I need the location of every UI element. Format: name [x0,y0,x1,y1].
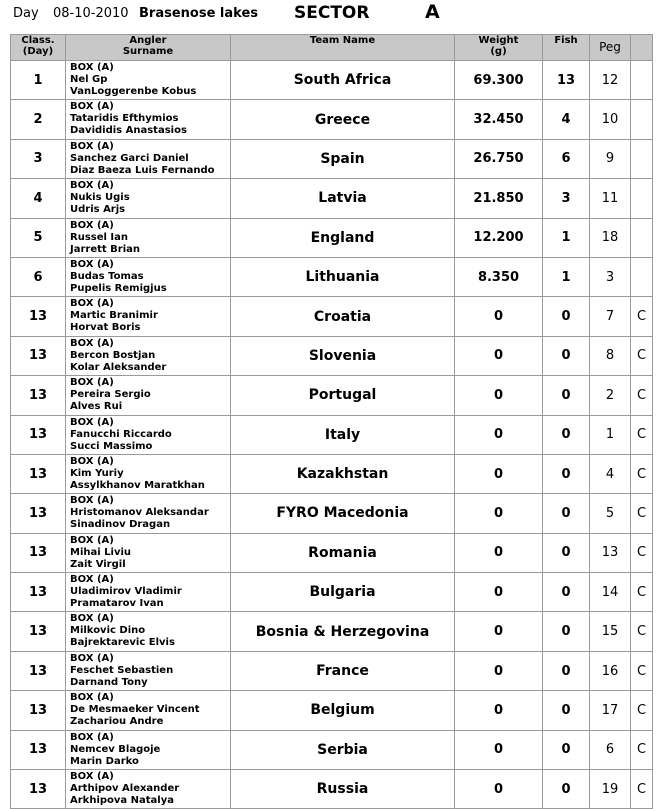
angler-1: Budas Tomas [70,270,144,282]
fish-cell: 0 [543,336,590,375]
header-row [11,35,653,61]
peg-cell: 11 [590,179,631,218]
angler-1: Kim Yuriy [70,467,124,479]
fish-cell: 3 [543,179,590,218]
angler-2: Alves Rui [70,401,123,413]
mark-cell: C [631,770,653,809]
team-cell: Latvia [231,179,455,218]
class-cell: 13 [11,533,66,572]
table-row [11,218,653,257]
angler-cell [66,376,231,415]
box-label: BOX (A) [70,652,114,664]
mark-cell: C [631,651,653,690]
angler-1: Hristomanov Aleksandar [70,507,209,519]
peg-cell: 14 [590,573,631,612]
peg-cell: 4 [590,454,631,493]
table-row [11,533,653,572]
angler-2: Pupelis Remigjus [70,282,167,294]
peg-cell: 8 [590,336,631,375]
angler-2: Kolar Aleksander [70,361,167,373]
angler-2: Arkhipova Natalya [70,795,174,807]
angler-cell [66,533,231,572]
box-label: BOX (A) [70,416,114,428]
peg-cell: 19 [590,770,631,809]
fish-cell: 0 [543,454,590,493]
fish-cell: 0 [543,651,590,690]
angler-2: Succi Massimo [70,440,153,452]
weight-cell: 21.850 [455,179,543,218]
angler-2: Zait Virgil [70,558,126,570]
team-cell: Kazakhstan [231,454,455,493]
mark-cell: C [631,573,653,612]
angler-1: Tataridis Efthymios [70,113,179,125]
table-row [11,770,653,809]
weight-cell: 0 [455,573,543,612]
class-cell: 5 [11,218,66,257]
team-cell: Greece [231,100,455,139]
weight-cell: 0 [455,297,543,336]
weight-cell: 0 [455,691,543,730]
col-peg: Peg [590,35,631,61]
mark-cell [631,139,653,178]
weight-cell: 0 [455,651,543,690]
box-label: BOX (A) [70,574,114,586]
team-cell: Bulgaria [231,573,455,612]
box-label: BOX (A) [70,219,114,231]
peg-cell: 3 [590,257,631,296]
weight-cell: 0 [455,730,543,769]
peg-cell: 16 [590,651,631,690]
box-label: BOX (A) [70,692,114,704]
table-row [11,573,653,612]
class-cell: 13 [11,376,66,415]
peg-cell: 18 [590,218,631,257]
angler-1: Fanucchi Riccardo [70,428,172,440]
box-label: BOX (A) [70,455,114,467]
weight-cell: 69.300 [455,61,543,100]
angler-cell [66,770,231,809]
box-label: BOX (A) [70,337,114,349]
angler-cell [66,730,231,769]
box-label: BOX (A) [70,258,114,270]
team-cell: Slovenia [231,336,455,375]
class-cell: 13 [11,612,66,651]
team-cell: Russia [231,770,455,809]
table-row [11,336,653,375]
team-cell: England [231,218,455,257]
table-row [11,179,653,218]
mark-cell: C [631,612,653,651]
table-row [11,730,653,769]
peg-cell: 13 [590,533,631,572]
angler-cell [66,336,231,375]
weight-cell: 0 [455,415,543,454]
angler-2: Pramatarov Ivan [70,598,164,610]
box-label: BOX (A) [70,180,114,192]
mark-cell: C [631,336,653,375]
angler-cell [66,297,231,336]
peg-cell: 17 [590,691,631,730]
fish-cell: 0 [543,494,590,533]
team-cell: Romania [231,533,455,572]
fish-cell: 6 [543,139,590,178]
class-cell: 6 [11,257,66,296]
sector-value: A [425,1,440,23]
mark-cell: C [631,494,653,533]
date: 08-10-2010 [53,6,129,21]
box-label: BOX (A) [70,731,114,743]
class-cell: 13 [11,770,66,809]
table-row [11,297,653,336]
angler-2: Sinadinov Dragan [70,519,171,531]
weight-cell: 0 [455,494,543,533]
table-row [11,139,653,178]
angler-2: VanLoggerenbe Kobus [70,86,197,97]
box-label: BOX (A) [70,62,114,73]
class-cell: 13 [11,730,66,769]
weight-cell: 8.350 [455,257,543,296]
angler-2: Bajrektarevic Elvis [70,637,175,649]
angler-1: Nemcev Blagoje [70,743,161,755]
peg-cell: 6 [590,730,631,769]
mark-cell: C [631,730,653,769]
angler-2: Diaz Baeza Luis Fernando [70,164,215,176]
results-table [10,34,653,809]
angler-2: Zachariou Andre [70,716,164,728]
class-cell: 13 [11,573,66,612]
weight-cell: 0 [455,533,543,572]
angler-cell [66,573,231,612]
box-label: BOX (A) [70,495,114,507]
angler-cell [66,179,231,218]
fish-cell: 1 [543,257,590,296]
mark-cell: C [631,533,653,572]
team-cell: Italy [231,415,455,454]
weight-cell: 26.750 [455,139,543,178]
box-label: BOX (A) [70,771,114,783]
col-weight: Weight (g) [455,35,543,61]
col-fish: Fish [543,35,590,61]
fish-cell: 0 [543,297,590,336]
venue: Brasenose lakes [139,6,258,21]
angler-2: Udris Arjs [70,204,126,216]
fish-cell: 0 [543,612,590,651]
angler-1: Uladimirov Vladimir [70,586,182,598]
table-row [11,61,653,100]
angler-1: Nukis Ugis [70,192,130,204]
angler-2: Darnand Tony [70,676,148,688]
box-label: BOX (A) [70,377,114,389]
day-label: Day [13,6,39,21]
mark-cell [631,179,653,218]
box-label: BOX (A) [70,613,114,625]
team-cell: Serbia [231,730,455,769]
angler-cell [66,139,231,178]
class-cell: 13 [11,691,66,730]
angler-2: Davididis Anastasios [70,125,187,137]
angler-1: Sanchez Garci Daniel [70,152,189,164]
col-class: Class. (Day) [11,35,66,61]
weight-cell: 0 [455,376,543,415]
fish-cell: 0 [543,376,590,415]
angler-1: Nel Gp [70,74,108,85]
peg-cell: 12 [590,61,631,100]
fish-cell: 0 [543,415,590,454]
peg-cell: 15 [590,612,631,651]
angler-1: Martic Branimir [70,310,158,322]
table-row [11,691,653,730]
angler-cell [66,691,231,730]
team-cell: Lithuania [231,257,455,296]
class-cell: 3 [11,139,66,178]
col-mark [631,35,653,61]
fish-cell: 0 [543,573,590,612]
angler-1: Bercon Bostjan [70,349,156,361]
fish-cell: 0 [543,730,590,769]
fish-cell: 0 [543,770,590,809]
team-cell: France [231,651,455,690]
fish-cell: 0 [543,533,590,572]
sector-label: SECTOR [294,3,370,23]
team-cell: Spain [231,139,455,178]
angler-1: Feschet Sebastien [70,664,174,676]
mark-cell [631,100,653,139]
fish-cell: 1 [543,218,590,257]
angler-1: Mihai Liviu [70,546,132,558]
angler-cell [66,651,231,690]
table-row [11,651,653,690]
table-row [11,376,653,415]
angler-1: De Mesmaeker Vincent [70,704,200,716]
angler-cell [66,61,231,100]
peg-cell: 1 [590,415,631,454]
peg-cell: 5 [590,494,631,533]
box-label: BOX (A) [70,140,114,152]
weight-cell: 0 [455,612,543,651]
angler-cell [66,494,231,533]
mark-cell [631,257,653,296]
col-angler: Angler Surname [66,35,231,61]
mark-cell: C [631,454,653,493]
class-cell: 13 [11,651,66,690]
mark-cell: C [631,415,653,454]
class-cell: 4 [11,179,66,218]
angler-1: Pereira Sergio [70,389,151,401]
fish-cell: 4 [543,100,590,139]
class-cell: 2 [11,100,66,139]
team-cell: Bosnia & Herzegovina [231,612,455,651]
table-row [11,612,653,651]
angler-cell [66,612,231,651]
angler-cell [66,218,231,257]
mark-cell [631,218,653,257]
angler-1: Arthipov Alexander [70,783,180,795]
class-cell: 13 [11,336,66,375]
angler-2: Jarrett Brian [70,243,141,255]
weight-cell: 0 [455,454,543,493]
angler-1: Milkovic Dino [70,625,146,637]
weight-cell: 12.200 [455,218,543,257]
table-row [11,415,653,454]
table-row [11,100,653,139]
class-cell: 1 [11,61,66,100]
angler-cell [66,454,231,493]
col-team: Team Name [231,35,455,61]
mark-cell: C [631,297,653,336]
weight-cell: 0 [455,770,543,809]
page-header [0,0,656,32]
class-cell: 13 [11,297,66,336]
team-cell: Croatia [231,297,455,336]
class-cell: 13 [11,454,66,493]
weight-cell: 0 [455,336,543,375]
peg-cell: 10 [590,100,631,139]
peg-cell: 7 [590,297,631,336]
peg-cell: 2 [590,376,631,415]
team-cell: FYRO Macedonia [231,494,455,533]
mark-cell: C [631,376,653,415]
angler-cell [66,257,231,296]
fish-cell: 0 [543,691,590,730]
box-label: BOX (A) [70,101,114,113]
team-cell: Belgium [231,691,455,730]
peg-cell: 9 [590,139,631,178]
team-cell: South Africa [231,61,455,100]
box-label: BOX (A) [70,298,114,310]
table-row [11,454,653,493]
table-row [11,257,653,296]
class-cell: 13 [11,494,66,533]
table-row [11,494,653,533]
angler-cell [66,415,231,454]
angler-cell [66,100,231,139]
angler-2: Assylkhanov Maratkhan [70,479,205,491]
team-cell: Portugal [231,376,455,415]
fish-cell: 13 [543,61,590,100]
box-label: BOX (A) [70,534,114,546]
mark-cell [631,61,653,100]
angler-1: Russel Ian [70,231,129,243]
weight-cell: 32.450 [455,100,543,139]
angler-2: Horvat Boris [70,322,141,334]
mark-cell: C [631,691,653,730]
angler-2: Marin Darko [70,755,139,767]
class-cell: 13 [11,415,66,454]
